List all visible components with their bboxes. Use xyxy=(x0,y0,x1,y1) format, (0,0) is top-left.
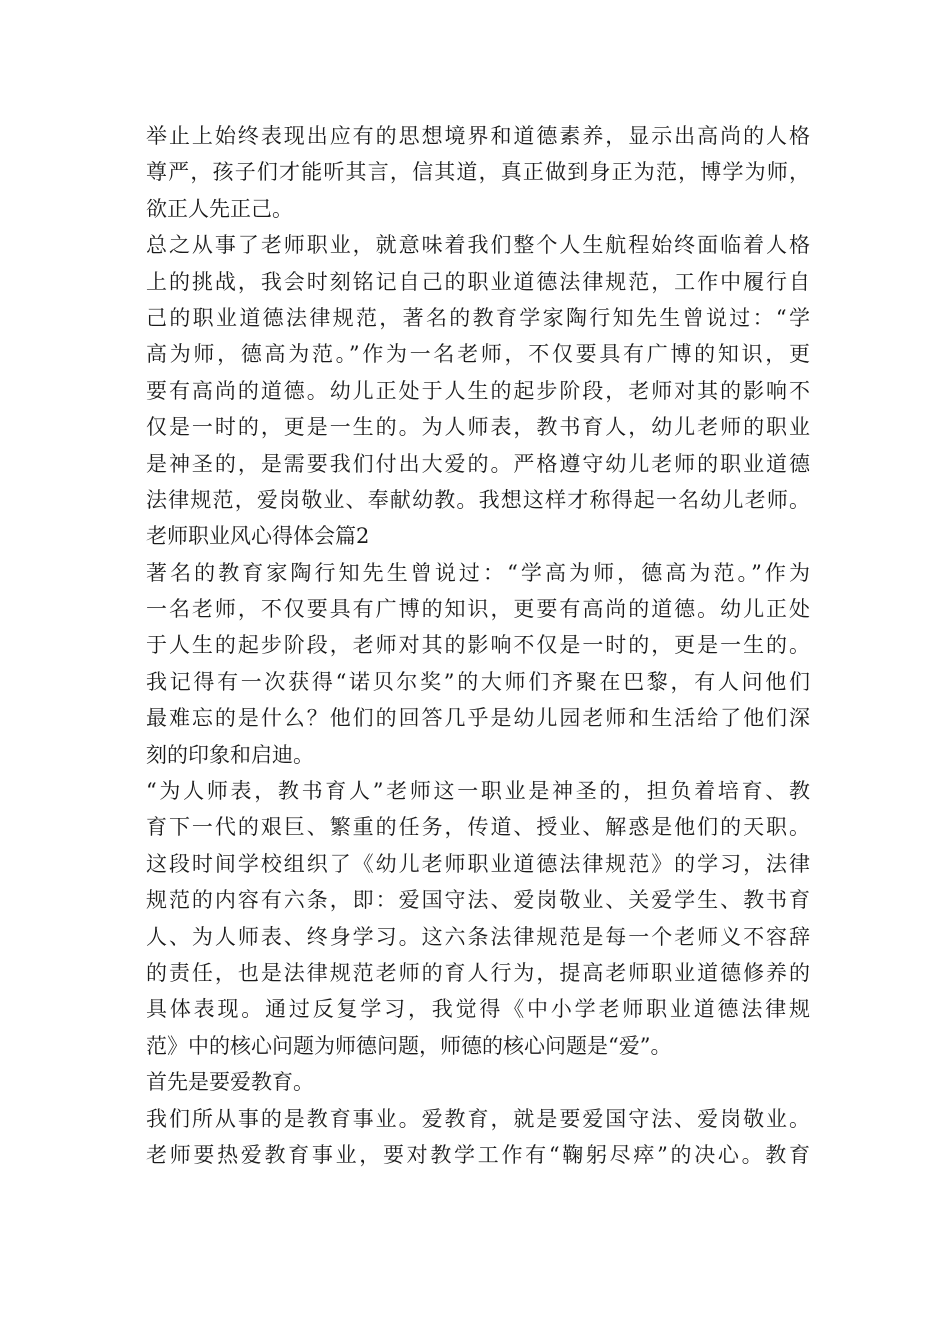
text-line: 我们所从事的是教育事业。爱教育，就是要爱国守法、爱岗敬业。 xyxy=(146,1106,810,1131)
text-line: 首先是要爱教育。 xyxy=(146,1070,314,1095)
text-line: 具体表现。通过反复学习，我觉得《中小学老师职业道德法律规 xyxy=(146,997,810,1022)
text-line: 法律规范，爱岗敬业、奉献幼教。我想这样才称得起一名幼儿老师。 xyxy=(146,487,810,512)
text-line: 一名老师，不仅要具有广博的知识，更要有高尚的道德。幼儿正处 xyxy=(146,597,810,622)
text-line: 最难忘的是什么？他们的回答几乎是幼儿园老师和生活给了他们深 xyxy=(146,706,810,731)
text-line: 是神圣的，是需要我们付出大爱的。严格遵守幼儿老师的职业道德 xyxy=(146,451,810,476)
text-line: 刻的印象和启迪。 xyxy=(146,742,314,767)
text-line: 要有高尚的道德。幼儿正处于人生的起步阶段，老师对其的影响不 xyxy=(146,378,810,403)
text-line: 总之从事了老师职业，就意味着我们整个人生航程始终面临着人格 xyxy=(146,233,810,258)
text-line: 仅是一时的，更是一生的。为人师表，教书育人，幼儿老师的职业 xyxy=(146,415,810,440)
text-line: 欲正人先正己。 xyxy=(146,196,293,221)
text-line: 范》中的核心问题为师德问题，师德的核心问题是“爱”。 xyxy=(146,1033,672,1058)
text-line: 老师职业风心得体会篇2 xyxy=(146,524,370,549)
text-line: 高为师，德高为范。”作为一名老师，不仅要具有广博的知识，更 xyxy=(146,342,810,367)
text-line: 著名的教育家陶行知先生曾说过：“学高为师，德高为范。”作为 xyxy=(146,560,810,585)
document-body xyxy=(146,118,810,1173)
text-line: 举止上始终表现出应有的思想境界和道德素养，显示出高尚的人格 xyxy=(146,124,810,148)
text-line: 人、为人师表、终身学习。这六条法律规范是每一个老师义不容辞 xyxy=(146,924,810,949)
text-line: 己的职业道德法律规范，著名的教育学家陶行知先生曾说过：“学 xyxy=(146,305,810,330)
text-line: 这段时间学校组织了《幼儿老师职业道德法律规范》的学习，法律 xyxy=(146,851,810,876)
text-line: 尊严，孩子们才能听其言，信其道，真正做到身正为范，博学为师， xyxy=(146,160,810,185)
text-line: 上的挑战，我会时刻铭记自己的职业道德法律规范，工作中履行自 xyxy=(146,269,810,294)
text-line: “为人师表，教书育人”老师这一职业是神圣的，担负着培育、教 xyxy=(146,779,810,804)
text-line: 老师要热爱教育事业，要对教学工作有“鞠躬尽瘁”的决心。教育 xyxy=(146,1142,810,1167)
text-line: 于人生的起步阶段，老师对其的影响不仅是一时的，更是一生的。 xyxy=(146,633,810,658)
text-line: 的责任，也是法律规范老师的育人行为，提高老师职业道德修养的 xyxy=(146,960,810,985)
text-line: 育下一代的艰巨、繁重的任务，传道、授业、解惑是他们的天职。 xyxy=(146,815,810,840)
text-line: 我记得有一次获得“诺贝尔奖”的大师们齐聚在巴黎，有人问他们 xyxy=(146,669,810,694)
text-line: 规范的内容有六条，即：爱国守法、爱岗敬业、关爱学生、教书育 xyxy=(146,888,810,913)
